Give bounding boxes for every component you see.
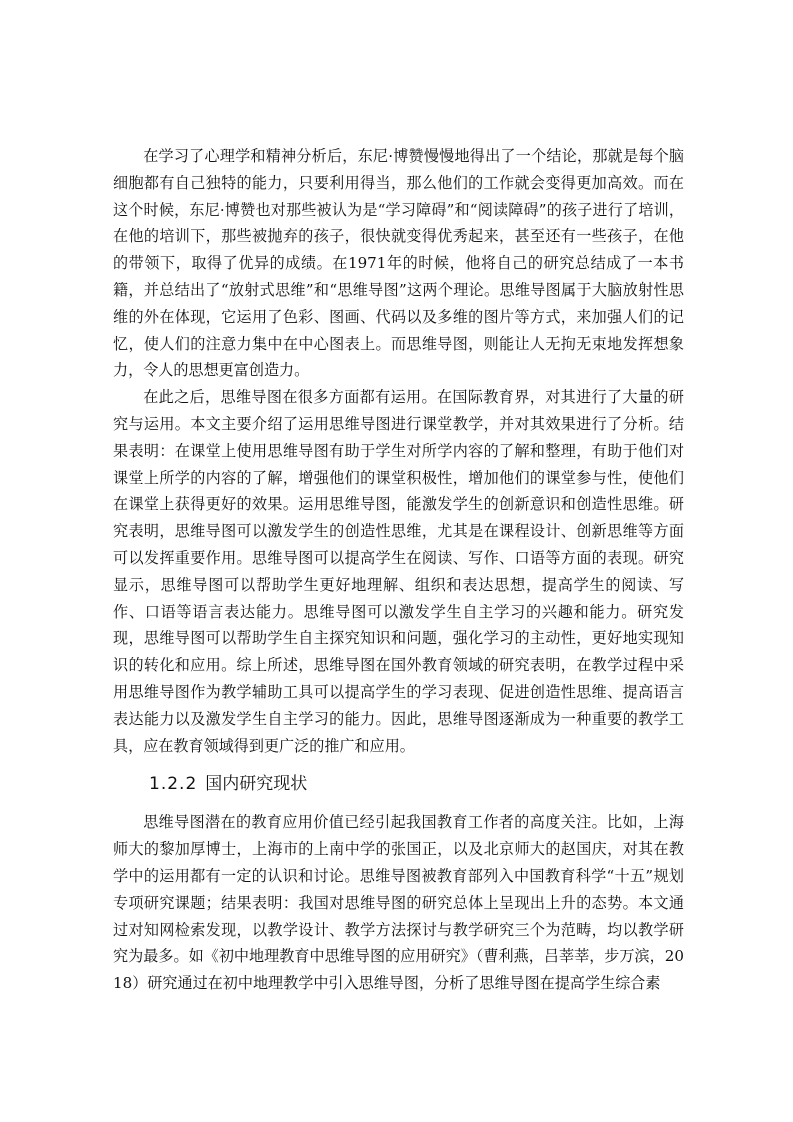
section-title: 国内研究现状 [205,774,308,795]
document-body [113,143,684,997]
body-paragraph-1: 在学习了心理学和精神分析后，东尼·博赞慢慢地得出了一个结论，那就是每个脑细胞都有自己独特的能力，只要利用得当，那么他们的工作就会变得更加高效。而在这个时候，东尼·博赞也对那些被认为是“学习障碍”和“阅读障碍”的孩子进行了培训，在他的培训下，那些被抛弃的孩子，很快就变得优秀起来，甚至还有一些孩子，在他的带领下，取得了优异的成绩。在1971年的时候，他将自己的研究总结成了一本书籍，并总结出了“放射式思维”和“思维导图”这两个理论。思维导图属于大脑放射性思维的外在体现，它运用了色彩、图画、代码以及多维的图片等方式，来加强人们的记忆，使人们的注意力集中在中心图表上。而思维导图，则能让人无拘无束地发挥想象力，令人的思想更富创造力。 [113,147,684,380]
body-paragraph-2: 在此之后，思维导图在很多方面都有运用。在国际教育界，对其进行了大量的研究与运用。本文主要介绍了运用思维导图进行课堂教学，并对其效果进行了分析。结果表明：在课堂上使用思维导图有助于学生对所学内容的了解和整理，有助于他们对课堂上所学的内容的了解，增强他们的课堂积极性，增加他们的课堂参与性，使他们在课堂上获得更好的效果。运用思维导图，能激发学生的创新意识和创造性思维。研究表明，思维导图可以激发学生的创造性思维，尤其是在课程设计、创新思维等方面可以发挥重要作用。思维导图可以提高学生在阅读、写作、口语等方面的表现。研究显示，思维导图可以帮助学生更好地理解、组织和表达思想，提高学生的阅读、写作、口语等语言表达能力。思维导图可以激发学生自主学习的兴趣和能力。研究发现，思维导图可以帮助学生自主探究知识和问题，强化学习的主动性，更好地实现知识的转化和应用。综上所述，思维导图在国外教育领域的研究表明，在教学过程中采用思维导图作为教学辅助工具可以提高学生的学习表现、促进创造性思维、提高语言表达能力以及激发学生自主学习的能力。因此，思维导图逐渐成为一种重要的教学工具，应在教育领域得到更广泛的推广和应用。 [113,388,684,755]
section-heading [113,771,684,797]
body-paragraph-3: 思维导图潜在的教育应用价值已经引起我国教育工作者的高度关注。比如，上海师大的黎加厚博士，上海市的上南中学的张国正，以及北京师大的赵国庆，对其在教学中的运用都有一定的认识和讨论。思维导图被教育部列入中国教育科学“十五”规划专项研究课题；结果表明：我国对思维导图的研究总体上呈现出上升的态势。本文通过对知网检索发现，以教学设计、教学方法探讨与教学研究三个为范畴，均以教学研究为最多。如《初中地理教育中思维导图的应用研究》（曹利燕，吕莘莘，步万滨，2018）研究通过在初中地理教学中引入思维导图，分析了思维导图在提高学生综合素 [113,813,684,993]
section-number: 1.2.2 [149,774,198,795]
